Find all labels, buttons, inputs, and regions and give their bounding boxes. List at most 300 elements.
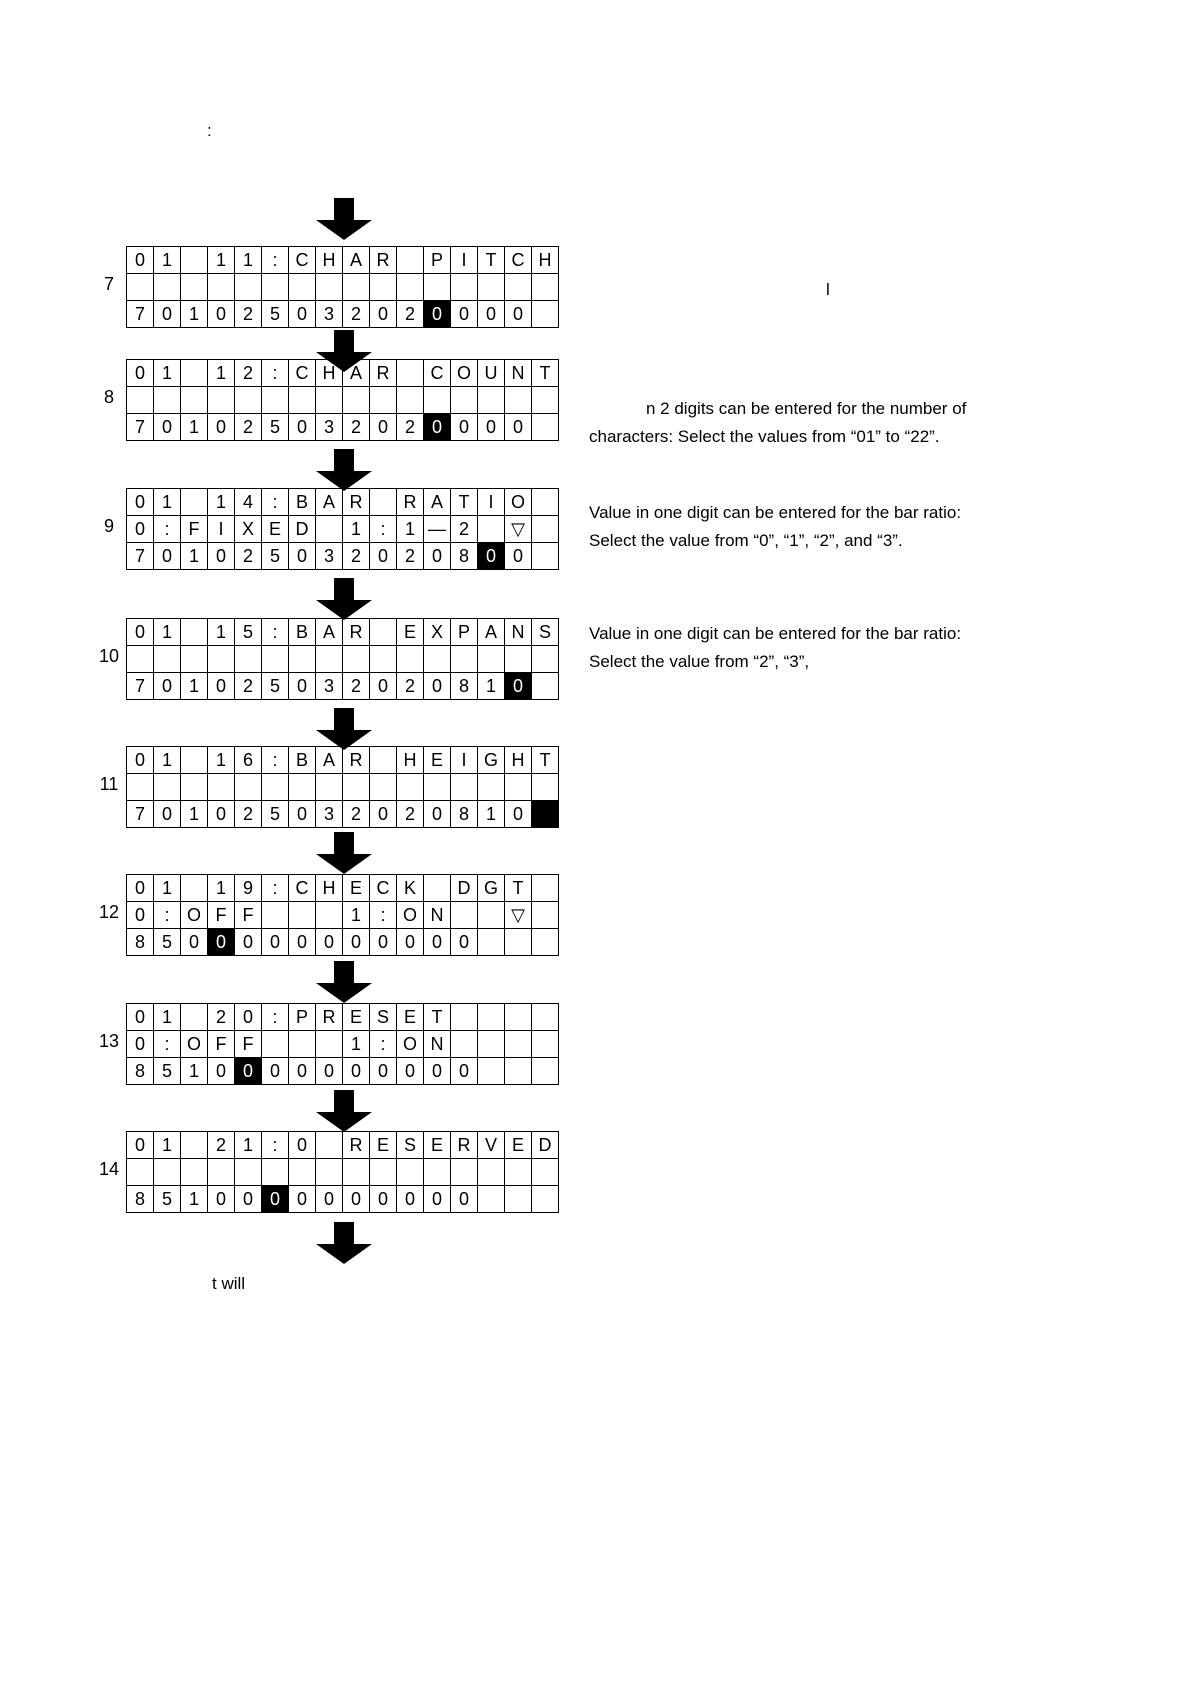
- lcd-cell: 3: [316, 414, 343, 441]
- arrow-shape: [316, 708, 372, 750]
- lcd-cell: [370, 387, 397, 414]
- lcd-cell: B: [289, 619, 316, 646]
- lcd-cell: 0: [181, 929, 208, 956]
- lcd-cell: [532, 1186, 559, 1213]
- lcd-cell: [181, 774, 208, 801]
- lcd-cell: 2: [343, 414, 370, 441]
- lcd-cell: R: [370, 360, 397, 387]
- lcd-cell: [370, 646, 397, 673]
- lcd-cell: 0: [154, 543, 181, 570]
- lcd-cell: X: [424, 619, 451, 646]
- lcd-cell: [235, 274, 262, 301]
- lcd-cell: :: [262, 1132, 289, 1159]
- lcd-cell: [532, 673, 559, 700]
- lcd-cell: [532, 1058, 559, 1085]
- lcd-display-step-13: [126, 1003, 559, 1085]
- lcd-cell: H: [505, 747, 532, 774]
- lcd-cell: R: [343, 747, 370, 774]
- lcd-cell: 9: [235, 875, 262, 902]
- lcd-cell: 1: [208, 875, 235, 902]
- lcd-cell: 2: [208, 1132, 235, 1159]
- lcd-cell: 2: [235, 301, 262, 328]
- lcd-cell: [424, 1159, 451, 1186]
- lcd-row: [127, 247, 559, 274]
- lcd-cell: [478, 274, 505, 301]
- lcd-cell: 1: [208, 489, 235, 516]
- lcd-cell: 0: [127, 902, 154, 929]
- lcd-cell: C: [505, 247, 532, 274]
- lcd-cell: [127, 646, 154, 673]
- lcd-cell: R: [370, 247, 397, 274]
- lcd-cell: 5: [235, 619, 262, 646]
- lcd-cell: 6: [235, 747, 262, 774]
- lcd-row: [127, 929, 559, 956]
- lcd-cell: U: [478, 360, 505, 387]
- arrow-shape: [316, 449, 372, 491]
- lcd-cell: 3: [316, 543, 343, 570]
- lcd-cell: [208, 646, 235, 673]
- lcd-cell: 0: [208, 1186, 235, 1213]
- lcd-cell: T: [478, 247, 505, 274]
- lcd-cell: E: [343, 1004, 370, 1031]
- lcd-cell: 3: [316, 301, 343, 328]
- arrow-shape: [316, 578, 372, 620]
- lcd-cell: 2: [235, 673, 262, 700]
- lcd-cell: [532, 301, 559, 328]
- lcd-row: [127, 673, 559, 700]
- lcd-cell: T: [532, 747, 559, 774]
- lcd-cell: [397, 1159, 424, 1186]
- lcd-cell: [316, 1159, 343, 1186]
- lcd-cell: [343, 774, 370, 801]
- lcd-cell: 1: [208, 747, 235, 774]
- lcd-row: [127, 1132, 559, 1159]
- step-note-line: Select the value from “2”, “3”,: [589, 652, 810, 671]
- lcd-cell: C: [289, 875, 316, 902]
- lcd-cell: 0: [127, 1004, 154, 1031]
- lcd-cell: [181, 247, 208, 274]
- lcd-cell: I: [451, 747, 478, 774]
- lcd-cell: 2: [343, 301, 370, 328]
- lcd-cell: 5: [262, 414, 289, 441]
- down-arrow-icon: [316, 961, 372, 1003]
- lcd-row: [127, 774, 559, 801]
- arrow-shape: [316, 961, 372, 1003]
- lcd-cell: E: [397, 619, 424, 646]
- lcd-cell: 0: [235, 929, 262, 956]
- step-number: 7: [103, 274, 114, 294]
- lcd-cell: 5: [154, 929, 181, 956]
- lcd-cell: B: [289, 747, 316, 774]
- lcd-cell: 0: [478, 301, 505, 328]
- footer-text: t will: [212, 1274, 246, 1293]
- lcd-cell: 0: [343, 1058, 370, 1085]
- lcd-cell: H: [397, 747, 424, 774]
- lcd-cell: [262, 274, 289, 301]
- lcd-cell: 0: [451, 1186, 478, 1213]
- lcd-cell: 0: [424, 414, 451, 441]
- lcd-cell: [316, 274, 343, 301]
- lcd-cell: 7: [127, 301, 154, 328]
- lcd-cell: H: [316, 360, 343, 387]
- lcd-cell: 0: [424, 673, 451, 700]
- lcd-cell: [505, 387, 532, 414]
- lcd-display-step-14: [126, 1131, 559, 1213]
- lcd-cell: 0: [370, 301, 397, 328]
- lcd-cell: [478, 1031, 505, 1058]
- step-number: 13: [98, 1031, 120, 1051]
- lcd-cell: 0: [343, 929, 370, 956]
- lcd-cell: 2: [397, 673, 424, 700]
- lcd-cell: P: [451, 619, 478, 646]
- lcd-cell: [424, 774, 451, 801]
- lcd-cell: 1: [154, 1004, 181, 1031]
- lcd-cell: 0: [505, 543, 532, 570]
- lcd-cell: S: [397, 1132, 424, 1159]
- lcd-cell: I: [208, 516, 235, 543]
- lcd-cell: 0: [478, 543, 505, 570]
- lcd-cell: E: [262, 516, 289, 543]
- lcd-display-step-11: [126, 746, 559, 828]
- lcd-cell: A: [316, 747, 343, 774]
- lcd-cell: 1: [154, 747, 181, 774]
- lcd-row: [127, 387, 559, 414]
- lcd-cell: [289, 387, 316, 414]
- lcd-cell: 0: [451, 929, 478, 956]
- step-number: 9: [103, 516, 114, 536]
- lcd-cell: 0: [370, 673, 397, 700]
- lcd-row: [127, 360, 559, 387]
- lcd-cell: T: [451, 489, 478, 516]
- lcd-cell: 0: [289, 929, 316, 956]
- lcd-cell: E: [424, 747, 451, 774]
- lcd-cell: [397, 247, 424, 274]
- lcd-cell: 7: [127, 801, 154, 828]
- lcd-cell: [532, 489, 559, 516]
- lcd-cell: [289, 1031, 316, 1058]
- lcd-cell: 5: [262, 673, 289, 700]
- lcd-display-step-7: [126, 246, 559, 328]
- lcd-display-step-8: [126, 359, 559, 441]
- lcd-cell: 2: [208, 1004, 235, 1031]
- lcd-cell: [532, 543, 559, 570]
- lcd-cell: 1: [208, 360, 235, 387]
- lcd-cell: T: [505, 875, 532, 902]
- lcd-cell: 0: [208, 929, 235, 956]
- lcd-cell: 0: [127, 747, 154, 774]
- lcd-cell: N: [505, 360, 532, 387]
- lcd-cell: 8: [127, 1058, 154, 1085]
- arrow-shape: [316, 1090, 372, 1132]
- lcd-cell: F: [208, 902, 235, 929]
- lcd-cell: V: [478, 1132, 505, 1159]
- step-note-line: Select the value from “0”, “1”, “2”, and “3”.: [589, 531, 903, 550]
- lcd-display-step-9: [126, 488, 559, 570]
- lcd-cell: 0: [127, 516, 154, 543]
- lcd-cell: O: [181, 902, 208, 929]
- lcd-cell: [478, 1159, 505, 1186]
- lcd-cell: N: [424, 902, 451, 929]
- lcd-cell: 0: [208, 801, 235, 828]
- lcd-cell: [343, 646, 370, 673]
- lcd-cell: T: [532, 360, 559, 387]
- lcd-cell: [397, 646, 424, 673]
- lcd-cell: [316, 1132, 343, 1159]
- step-note-line: Value in one digit can be entered for the bar ratio:: [589, 503, 962, 522]
- lcd-cell: 2: [397, 801, 424, 828]
- lcd-cell: 0: [208, 1058, 235, 1085]
- arrow-shape: [316, 1222, 372, 1264]
- lcd-cell: K: [397, 875, 424, 902]
- lcd-cell: 5: [154, 1186, 181, 1213]
- lcd-cell: 0: [127, 1132, 154, 1159]
- lcd-cell: 0: [208, 543, 235, 570]
- lcd-display-step-12: [126, 874, 559, 956]
- down-arrow-icon: [316, 449, 372, 491]
- lcd-cell: 8: [451, 543, 478, 570]
- lcd-cell: :: [262, 875, 289, 902]
- lcd-cell: 0: [127, 619, 154, 646]
- lcd-cell: 0: [208, 414, 235, 441]
- lcd-cell: N: [424, 1031, 451, 1058]
- step-note-line: characters: Select the values from “01” to “22”.: [589, 427, 940, 446]
- lcd-cell: A: [343, 247, 370, 274]
- lcd-cell: O: [397, 1031, 424, 1058]
- lcd-cell: :: [370, 902, 397, 929]
- lcd-cell: 0: [262, 1186, 289, 1213]
- lcd-cell: [181, 387, 208, 414]
- lcd-cell: [181, 274, 208, 301]
- lcd-cell: [235, 646, 262, 673]
- lcd-cell: 0: [127, 489, 154, 516]
- lcd-cell: [154, 1159, 181, 1186]
- lcd-cell: [532, 902, 559, 929]
- lcd-cell: 1: [154, 1132, 181, 1159]
- lcd-cell: [370, 1159, 397, 1186]
- lcd-cell: :: [262, 247, 289, 274]
- lcd-cell: [532, 1159, 559, 1186]
- lcd-cell: F: [208, 1031, 235, 1058]
- lcd-cell: [532, 875, 559, 902]
- lcd-cell: 1: [181, 1186, 208, 1213]
- lcd-cell: [289, 1159, 316, 1186]
- lcd-cell: [154, 646, 181, 673]
- lcd-cell: :: [370, 516, 397, 543]
- lcd-cell: 0: [289, 801, 316, 828]
- lcd-cell: 0: [289, 301, 316, 328]
- lcd-cell: [451, 387, 478, 414]
- lcd-cell: [478, 1058, 505, 1085]
- arrow-shape: [316, 832, 372, 874]
- lcd-cell: 0: [397, 1186, 424, 1213]
- lcd-cell: [478, 929, 505, 956]
- lcd-cell: 0: [262, 929, 289, 956]
- lcd-row: [127, 301, 559, 328]
- lcd-cell: E: [424, 1132, 451, 1159]
- lcd-cell: [154, 774, 181, 801]
- lcd-cell: 2: [235, 414, 262, 441]
- lcd-cell: [208, 1159, 235, 1186]
- lcd-cell: 2: [235, 543, 262, 570]
- lcd-cell: S: [532, 619, 559, 646]
- lcd-cell: :: [154, 902, 181, 929]
- lcd-cell: [316, 774, 343, 801]
- lcd-cell: [343, 387, 370, 414]
- lcd-cell: [478, 1186, 505, 1213]
- lcd-row: [127, 1159, 559, 1186]
- arrow-shape: [316, 198, 372, 240]
- step-number: 11: [99, 774, 119, 794]
- lcd-cell: [478, 1004, 505, 1031]
- lcd-cell: 5: [262, 301, 289, 328]
- lcd-cell: ▽: [505, 516, 532, 543]
- down-arrow-icon: [316, 578, 372, 620]
- lcd-cell: O: [451, 360, 478, 387]
- lcd-cell: :: [370, 1031, 397, 1058]
- lcd-cell: [532, 801, 559, 828]
- lcd-cell: [532, 774, 559, 801]
- lcd-cell: [370, 489, 397, 516]
- lcd-cell: 1: [181, 414, 208, 441]
- lcd-cell: [208, 274, 235, 301]
- lcd-cell: X: [235, 516, 262, 543]
- lcd-cell: 3: [316, 673, 343, 700]
- lcd-cell: C: [370, 875, 397, 902]
- lcd-cell: R: [343, 619, 370, 646]
- lcd-cell: 0: [289, 1058, 316, 1085]
- lcd-cell: 1: [154, 489, 181, 516]
- lcd-cell: 2: [451, 516, 478, 543]
- lcd-cell: [478, 774, 505, 801]
- lcd-cell: F: [235, 1031, 262, 1058]
- lcd-cell: R: [316, 1004, 343, 1031]
- lcd-row: [127, 801, 559, 828]
- lcd-cell: 2: [235, 801, 262, 828]
- lcd-cell: 0: [154, 414, 181, 441]
- lcd-cell: 2: [343, 543, 370, 570]
- lcd-cell: [532, 387, 559, 414]
- lcd-cell: 0: [316, 929, 343, 956]
- lcd-cell: [505, 1159, 532, 1186]
- lcd-cell: A: [478, 619, 505, 646]
- lcd-cell: I: [478, 489, 505, 516]
- lcd-display-step-10: [126, 618, 559, 700]
- down-arrow-icon: [316, 832, 372, 874]
- lcd-cell: [370, 747, 397, 774]
- lcd-cell: [262, 1031, 289, 1058]
- lcd-cell: [505, 1186, 532, 1213]
- lcd-cell: 2: [397, 543, 424, 570]
- lcd-cell: 0: [424, 801, 451, 828]
- lcd-cell: 0: [127, 1031, 154, 1058]
- lcd-cell: 0: [370, 801, 397, 828]
- lcd-cell: [181, 1004, 208, 1031]
- lcd-cell: [532, 646, 559, 673]
- lcd-cell: [289, 646, 316, 673]
- lcd-cell: [316, 387, 343, 414]
- lcd-cell: H: [532, 247, 559, 274]
- lcd-cell: 0: [505, 673, 532, 700]
- lcd-row: [127, 414, 559, 441]
- lcd-cell: [397, 360, 424, 387]
- lcd-cell: P: [424, 247, 451, 274]
- lcd-cell: 0: [397, 929, 424, 956]
- lcd-cell: [451, 1031, 478, 1058]
- lcd-cell: [289, 274, 316, 301]
- lcd-row: [127, 516, 559, 543]
- lcd-cell: 1: [181, 301, 208, 328]
- lcd-cell: [451, 1159, 478, 1186]
- lcd-cell: 7: [127, 414, 154, 441]
- lcd-row: [127, 1058, 559, 1085]
- lcd-cell: [154, 274, 181, 301]
- lcd-cell: 1: [181, 801, 208, 828]
- lcd-cell: [532, 929, 559, 956]
- lcd-cell: 1: [343, 902, 370, 929]
- lcd-cell: [532, 274, 559, 301]
- lcd-cell: [343, 1159, 370, 1186]
- lcd-cell: 0: [235, 1186, 262, 1213]
- lcd-cell: 0: [208, 673, 235, 700]
- header-colon: :: [207, 121, 212, 140]
- lcd-cell: 0: [370, 1186, 397, 1213]
- lcd-cell: 1: [154, 875, 181, 902]
- lcd-cell: 0: [127, 247, 154, 274]
- lcd-cell: 8: [127, 929, 154, 956]
- lcd-cell: C: [424, 360, 451, 387]
- lcd-cell: 0: [424, 543, 451, 570]
- lcd-cell: R: [397, 489, 424, 516]
- lcd-cell: C: [289, 247, 316, 274]
- down-arrow-icon: [316, 198, 372, 240]
- lcd-cell: E: [343, 875, 370, 902]
- lcd-cell: A: [316, 489, 343, 516]
- lcd-cell: 2: [397, 301, 424, 328]
- lcd-cell: [478, 516, 505, 543]
- step-note-line: n 2 digits can be entered for the number of: [646, 399, 967, 418]
- lcd-cell: 8: [127, 1186, 154, 1213]
- lcd-cell: :: [262, 747, 289, 774]
- lcd-cell: 0: [154, 801, 181, 828]
- lcd-row: [127, 619, 559, 646]
- lcd-cell: [505, 1031, 532, 1058]
- lcd-cell: 0: [154, 673, 181, 700]
- lcd-cell: T: [424, 1004, 451, 1031]
- lcd-cell: [343, 274, 370, 301]
- lcd-cell: 0: [370, 414, 397, 441]
- lcd-cell: 0: [424, 301, 451, 328]
- lcd-cell: 0: [505, 414, 532, 441]
- lcd-cell: [451, 902, 478, 929]
- lcd-row: [127, 646, 559, 673]
- lcd-cell: 1: [208, 247, 235, 274]
- lcd-cell: [235, 387, 262, 414]
- lcd-cell: 0: [505, 301, 532, 328]
- step-number: 8: [103, 387, 114, 407]
- lcd-cell: 0: [154, 301, 181, 328]
- lcd-cell: C: [289, 360, 316, 387]
- lcd-cell: 0: [478, 414, 505, 441]
- lcd-cell: E: [505, 1132, 532, 1159]
- lcd-cell: [127, 1159, 154, 1186]
- lcd-cell: P: [289, 1004, 316, 1031]
- lcd-cell: 0: [316, 1186, 343, 1213]
- lcd-cell: :: [262, 489, 289, 516]
- lcd-cell: D: [289, 516, 316, 543]
- lcd-cell: 1: [235, 1132, 262, 1159]
- lcd-cell: :: [154, 1031, 181, 1058]
- lcd-cell: 0: [370, 1058, 397, 1085]
